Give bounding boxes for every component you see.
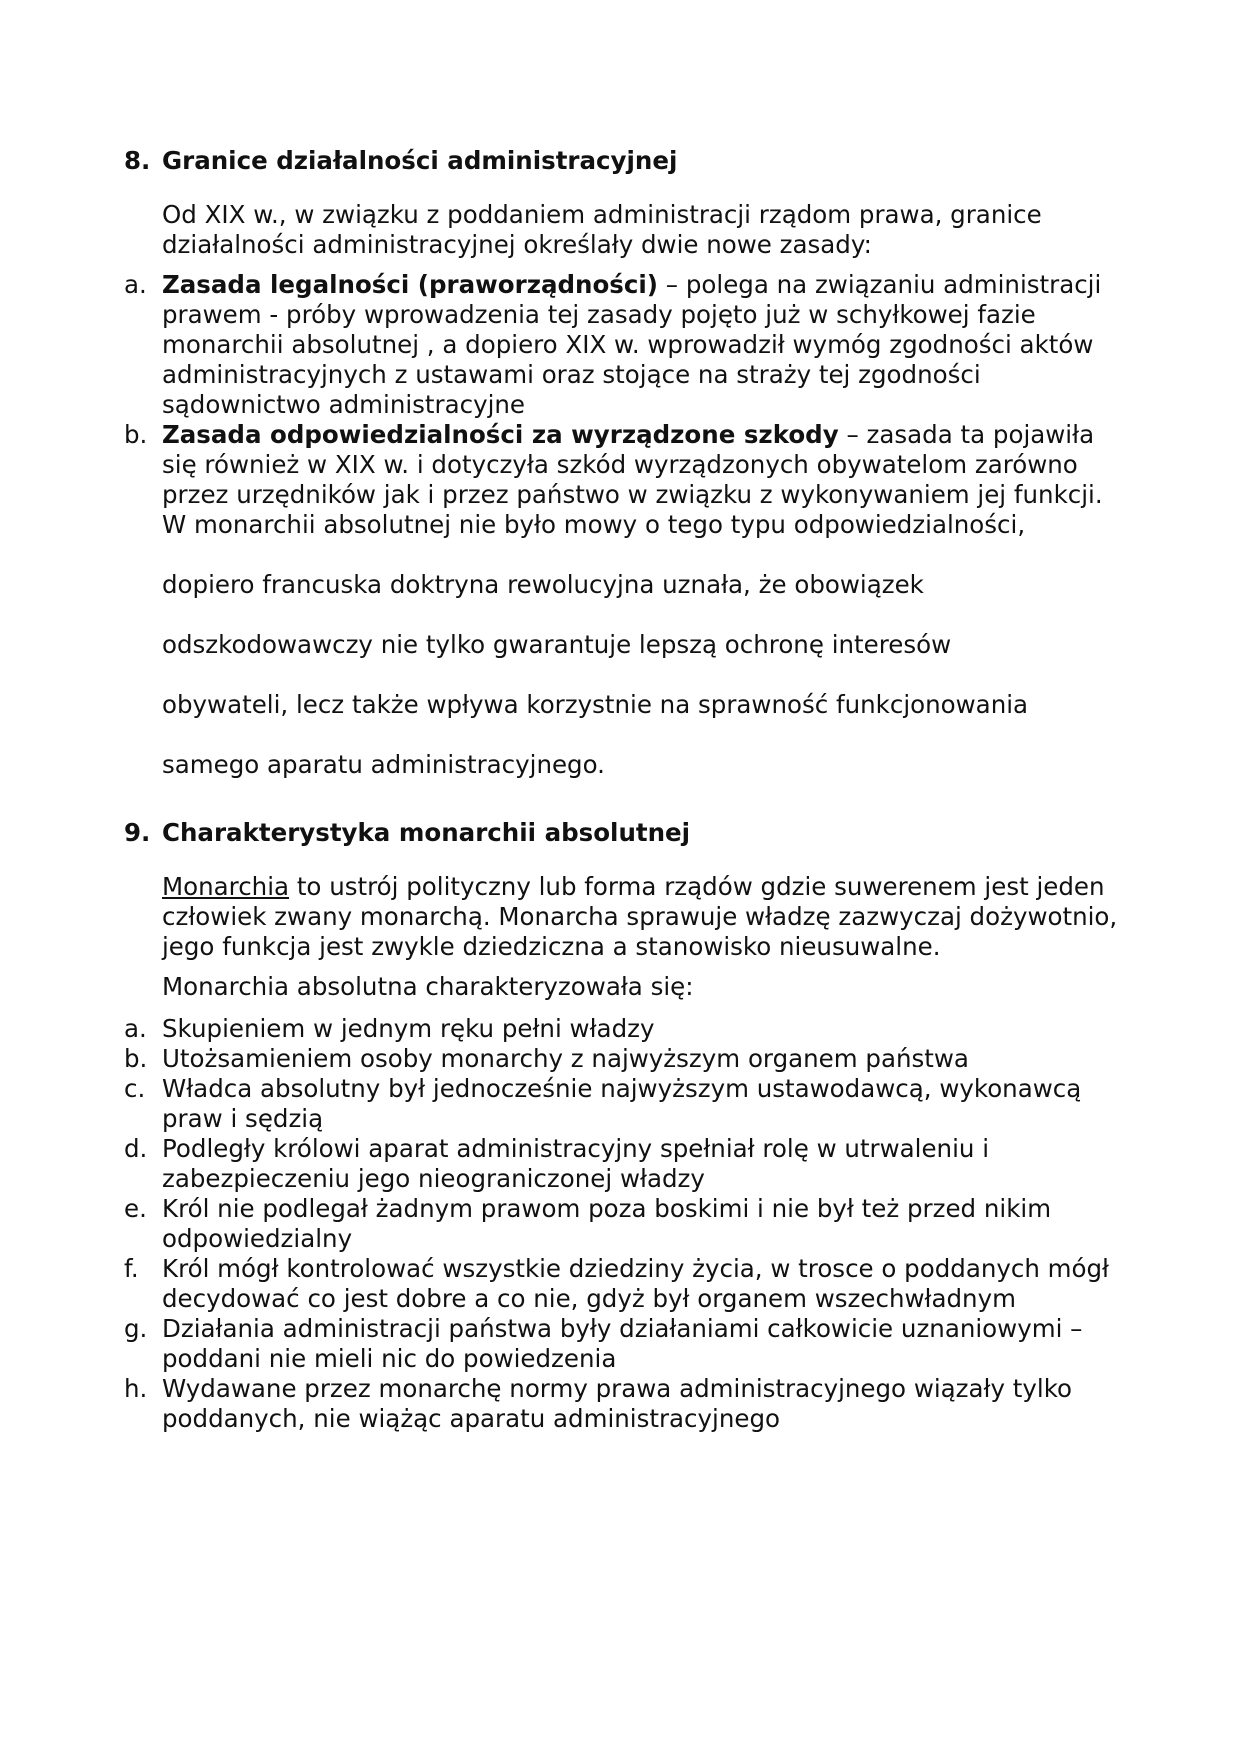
- list-item-text: Podległy królowi aparat administracyjny spełniał rolę w utrwaleniu i zabezpieczeniu jego nieograniczonej władzy: [162, 1134, 990, 1193]
- list-item: [124, 1014, 1124, 1044]
- section-8-list: [124, 270, 1124, 510]
- list-item-text: – zasada ta pojawiła się również w XIX w. i dotyczyła szkód wyrządzonych obywatelom zarówno przez urzędników jak i przez państwo w związku z wykonywaniem jej funkcji.: [162, 420, 1103, 509]
- list-item-text: Skupieniem w jednym ręku pełni władzy: [162, 1014, 655, 1043]
- list-marker: c.: [124, 1074, 146, 1103]
- list-item: [124, 270, 1124, 420]
- list-item-bold: Zasada legalności (praworządności): [162, 270, 659, 299]
- list-marker: a.: [124, 1014, 147, 1043]
- list-marker: f.: [124, 1254, 139, 1283]
- section-9-definition: [124, 872, 1124, 962]
- paragraph-line: obywateli, lecz także wpływa korzystnie na sprawność funkcjonowania: [162, 690, 1029, 719]
- list-item: [124, 1314, 1124, 1374]
- list-item: [124, 420, 1124, 510]
- section-9-list: [124, 1014, 1124, 1434]
- definition-term: Monarchia: [162, 872, 290, 901]
- list-marker: b.: [124, 420, 148, 449]
- list-item: [124, 1254, 1124, 1314]
- section-8-heading: [124, 146, 1124, 176]
- section-title: Granice działalności administracyjnej: [162, 146, 678, 175]
- list-marker: b.: [124, 1044, 148, 1073]
- list-marker: a.: [124, 270, 147, 299]
- section-number: 9.: [124, 818, 151, 847]
- section-9-lead: Monarchia absolutna charakteryzowała się:: [162, 972, 694, 1001]
- list-item-bold: Zasada odpowiedzialności za wyrządzone szkody: [162, 420, 839, 449]
- section-8-continuation: [124, 510, 1124, 780]
- paragraph-line: dopiero francuska doktryna rewolucyjna uznała, że obowiązek: [162, 570, 924, 599]
- list-item-body: [162, 420, 1124, 510]
- list-item: [124, 1134, 1124, 1194]
- definition-text: to ustrój polityczny lub forma rządów gdzie suwerenem jest jeden człowiek zwany monarchą. Monarcha sprawuje władzę zazwyczaj dożywotnio, jego funkcja jest zwykle dziedziczna a stanowisko nieusuwalne.: [162, 872, 1118, 961]
- list-item-body: [162, 270, 1124, 420]
- paragraph-line: samego aparatu administracyjnego.: [162, 750, 605, 779]
- paragraph-line: odszkodowawczy nie tylko gwarantuje lepszą ochronę interesów: [162, 630, 952, 659]
- list-item-text: – polega na związaniu administracji prawem - próby wprowadzenia tej zasady pojęto już w schyłkowej fazie monarchii absolutnej , a dopiero XIX w. wprowadził wymóg zgodności aktów administracyjnych z ustawami oraz stojące na straży tej zgodności sądownictwo administracyjne: [162, 270, 1102, 419]
- list-item-text: Działania administracji państwa były działaniami całkowicie uznaniowymi – poddani nie mieli nic do powiedzenia: [162, 1314, 1083, 1373]
- paragraph-line: W monarchii absolutnej nie było mowy o tego typu odpowiedzialności,: [162, 510, 1026, 539]
- list-item-text: Wydawane przez monarchę normy prawa administracyjnego wiązały tylko poddanych, nie wiążąc aparatu administracyjnego: [162, 1374, 1073, 1433]
- list-item: [124, 1374, 1124, 1434]
- list-marker: d.: [124, 1134, 148, 1163]
- section-9-heading: [124, 818, 1124, 848]
- list-marker: g.: [124, 1314, 148, 1343]
- section-8-intro: Od XIX w., w związku z poddaniem administracji rządom prawa, granice działalności administracyjnej określały dwie nowe zasady:: [162, 200, 1042, 259]
- list-item: [124, 1194, 1124, 1254]
- document-content: [124, 146, 1124, 1434]
- list-item-text: Utożsamieniem osoby monarchy z najwyższym organem państwa: [162, 1044, 969, 1073]
- section-title: Charakterystyka monarchii absolutnej: [162, 818, 691, 847]
- list-item: [124, 1074, 1124, 1134]
- list-item-text: Król mógł kontrolować wszystkie dziedziny życia, w trosce o poddanych mógł decydować co jest dobre a co nie, gdyż był organem wszechwładnym: [162, 1254, 1110, 1313]
- list-item: [124, 1044, 1124, 1074]
- list-marker: h.: [124, 1374, 148, 1403]
- list-item-text: Król nie podlegał żadnym prawom poza boskimi i nie był też przed nikim odpowiedzialny: [162, 1194, 1052, 1253]
- list-item-text: Władca absolutny był jednocześnie najwyższym ustawodawcą, wykonawcą praw i sędzią: [162, 1074, 1082, 1133]
- section-number: 8.: [124, 146, 151, 175]
- list-marker: e.: [124, 1194, 147, 1223]
